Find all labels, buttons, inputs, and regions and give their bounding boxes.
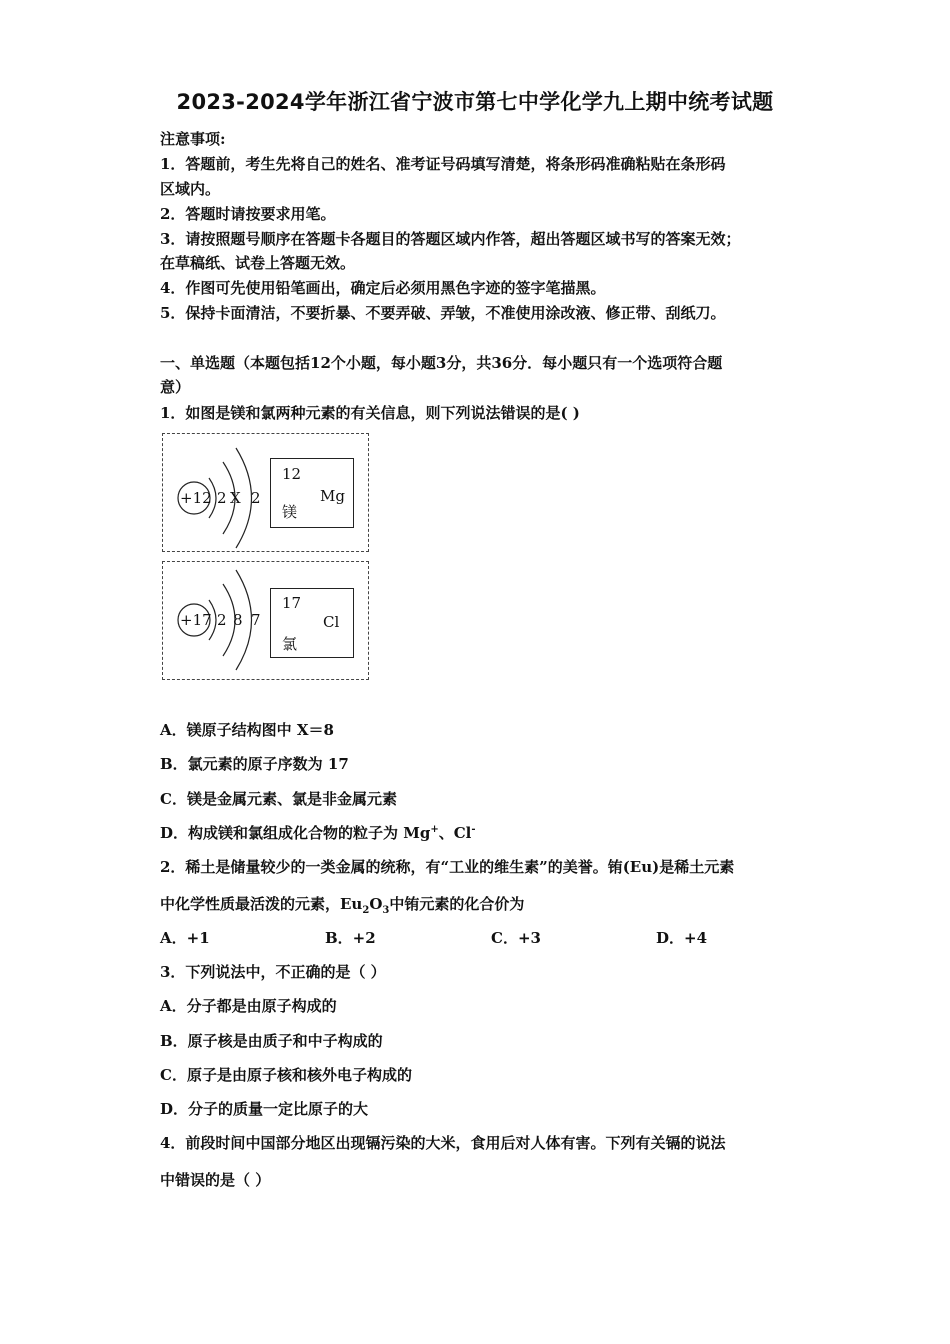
cl-symbol: Cl	[323, 613, 340, 631]
q1-option-b: B．氯元素的原子序数为 17	[160, 755, 349, 773]
mg-shell-1: 2	[217, 489, 227, 507]
q2-option-c: C．+3	[491, 929, 541, 947]
q3-option-d: D．分子的质量一定比原子的大	[160, 1100, 369, 1118]
q3-option-a: A．分子都是由原子构成的	[160, 997, 337, 1015]
q1-option-a: A．镁原子结构图中 X＝8	[160, 721, 334, 739]
cl-shell-2: 8	[233, 611, 243, 629]
question-3-stem: 3．下列说法中，不正确的是（ ）	[160, 963, 386, 981]
notice-line: 1．答题前，考生先将自己的姓名、准考证号码填写清楚，将条形码准确粘贴在条形码	[160, 155, 726, 173]
notice-line: 5．保持卡面清洁，不要折暴、不要弄破、弄皱，不准使用涂改液、修正带、刮纸刀。	[160, 304, 726, 322]
cl-element-card	[270, 588, 354, 658]
question-4-line-2: 中错误的是（ ）	[160, 1171, 271, 1189]
q2-option-d: D．+4	[656, 929, 708, 947]
question-1-stem: 1．如图是镁和氯两种元素的有关信息，则下列说法错误的是( )	[160, 404, 580, 422]
mg-atomic-number: 12	[282, 465, 302, 483]
page-title: 2023-2024学年浙江省宁波市第七中学化学九上期中统考试题	[176, 90, 774, 114]
q1-option-d: D．构成镁和氯组成化合物的粒子为 Mg+、Cl-	[160, 824, 476, 842]
q2-option-b: B．+2	[325, 929, 376, 947]
mg-shell-2: X	[230, 489, 241, 507]
mg-atom-diagram	[162, 433, 369, 552]
cl-shell-3: 7	[251, 611, 261, 629]
question-2-line-1: 2．稀土是储量较少的一类金属的统称，有“工业的维生素”的美誉。铕(Eu)是稀土元素	[160, 858, 735, 876]
question-4-line-1: 4．前段时间中国部分地区出现镉污染的大米，食用后对人体有害。下列有关镉的说法	[160, 1134, 726, 1152]
mg-symbol: Mg	[320, 487, 345, 505]
cl-atomic-number: 17	[282, 594, 302, 612]
cl-nucleus-charge: +17	[180, 611, 212, 629]
notice-line: 3．请按照题号顺序在答题卡各题目的答题区域内作答，超出答题区域书写的答案无效；	[160, 230, 741, 248]
cl-shell-1: 2	[217, 611, 227, 629]
question-2-line-2: 中化学性质最活泼的元素，$Eu_2O_3$中铕元素的化合价为	[160, 895, 525, 916]
mg-nucleus-charge: +12	[180, 489, 212, 507]
q2-option-a: A．+1	[160, 929, 210, 947]
q1-option-c: C．镁是金属元素、氯是非金属元素	[160, 790, 397, 808]
q3-option-c: C．原子是由原子核和核外电子构成的	[160, 1066, 412, 1084]
notice-line: 4．作图可先使用铅笔画出，确定后必须用黑色字迹的签字笔描黑。	[160, 279, 606, 297]
notice-line: 区域内。	[160, 180, 221, 198]
section-heading-cont: 意）	[160, 378, 191, 396]
cl-atom-diagram	[162, 561, 369, 680]
mg-name: 镁	[282, 503, 298, 521]
mg-element-card	[270, 458, 354, 528]
mg-shell-3: 2	[251, 489, 261, 507]
notice-line: 2．答题时请按要求用笔。	[160, 205, 336, 223]
q3-option-b: B．原子核是由质子和中子构成的	[160, 1032, 383, 1050]
notice-line: 在草稿纸、试卷上答题无效。	[160, 254, 356, 272]
section-heading: 一、单选题（本题包括12个小题，每小题3分，共36分．每小题只有一个选项符合题	[160, 354, 723, 372]
cl-name: 氯	[282, 635, 298, 653]
notice-heading: 注意事项:	[160, 130, 226, 148]
